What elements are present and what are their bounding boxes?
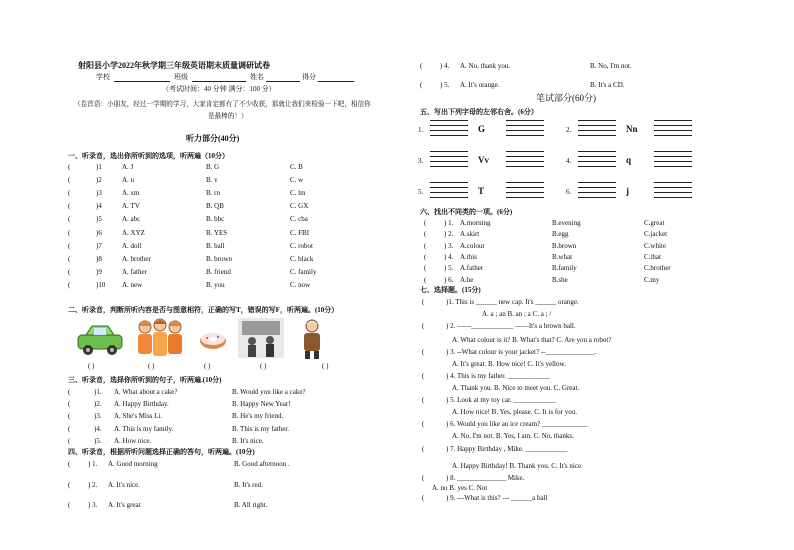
option-c[interactable]: C.great: [644, 219, 665, 227]
family-picture: [133, 318, 187, 360]
write-line-left[interactable]: [430, 135, 468, 136]
name-blank: [266, 81, 300, 82]
option-b[interactable]: B.what: [552, 252, 573, 261]
part5-heading: 五、写出下列字母的左邻右舍。(6分）: [420, 108, 538, 116]
option-a[interactable]: A. How nice.: [114, 436, 152, 445]
answer-paren-open[interactable]: (: [424, 252, 427, 261]
answer-paren-open[interactable]: (: [68, 189, 71, 198]
letter-item-number: 3.: [418, 157, 424, 165]
option-b[interactable]: B. Good afternoon .: [234, 460, 290, 468]
option-b[interactable]: B. v: [206, 176, 218, 185]
option-a[interactable]: A. Good morning: [108, 460, 158, 468]
answer-paren-open[interactable]: (: [424, 241, 427, 250]
q6-open-paren: (: [422, 420, 425, 428]
option-a[interactable]: A. doll: [122, 241, 142, 250]
answer-paren-open[interactable]: (: [68, 267, 71, 276]
answer-paren-open[interactable]: (: [68, 254, 71, 263]
write-line-right[interactable]: [506, 192, 544, 193]
q2-open-paren: (: [422, 322, 425, 330]
car-picture: [74, 323, 126, 357]
option-c[interactable]: C.jacket: [644, 230, 668, 239]
write-line-right[interactable]: [506, 151, 544, 152]
option-c[interactable]: C. family: [290, 267, 317, 276]
option-a[interactable]: A. xm: [122, 189, 140, 198]
write-line-left[interactable]: [578, 166, 616, 167]
write-line-left[interactable]: [430, 156, 468, 157]
option-a[interactable]: A. What about a cake?: [114, 388, 178, 396]
q5-open-paren: (: [422, 396, 425, 404]
option-c[interactable]: C.my: [644, 275, 660, 284]
part1-heading: 一、听录音，选出你所听到的选项，听两遍（10分）: [68, 152, 229, 160]
q3-options: A. It's great. B. How nice! C. It's yellow.: [452, 360, 566, 368]
part2-bracket-2[interactable]: ( ): [148, 362, 155, 370]
answer-paren-open[interactable]: (: [68, 176, 71, 185]
q9-stem: ) 9. ---What is this? --- ______a ball: [446, 494, 548, 502]
part2-heading: 二、听录音，判断所听内容是否与图意相符，正确的写T，错误的写F，听两遍。(10分）: [68, 306, 339, 314]
option-c[interactable]: C. now: [290, 280, 311, 289]
option-a[interactable]: A. J: [122, 163, 134, 171]
question-number: ) 6.: [444, 275, 454, 284]
question-number: )5: [96, 215, 102, 224]
option-b[interactable]: B.egg: [552, 230, 569, 239]
part2-bracket-5[interactable]: ( ): [322, 362, 329, 370]
answer-paren-open[interactable]: (: [68, 163, 71, 171]
given-letter: Vv: [478, 155, 489, 165]
given-letter: G: [478, 124, 486, 134]
answer-paren-open[interactable]: (: [68, 400, 71, 409]
option-c[interactable]: C.white: [644, 241, 666, 250]
q1-stem: )1. This is ______ new cap. It's ______ orange.: [446, 298, 579, 306]
question-number: ) 3.: [88, 501, 98, 509]
option-b[interactable]: B. QB: [206, 202, 224, 211]
option-a[interactable]: A.skirt: [460, 230, 480, 239]
question-number: ) 2.: [88, 480, 98, 489]
q8-open-paren: (: [422, 474, 425, 482]
q2-stem: ) 2. ——____________ ——It's a brown ball.: [446, 322, 576, 330]
question-number: )5.: [94, 436, 102, 445]
write-line-left[interactable]: [578, 125, 616, 126]
option-b[interactable]: B.brown: [552, 241, 577, 250]
write-line-right[interactable]: [654, 161, 692, 162]
option-b[interactable]: B.family: [552, 264, 577, 273]
answer-paren-open[interactable]: (: [68, 436, 71, 445]
answer-paren-open[interactable]: (: [68, 412, 71, 421]
part2-bracket-1[interactable]: ( ): [88, 362, 95, 370]
write-line-left[interactable]: [578, 151, 616, 152]
option-c[interactable]: C. robot: [290, 241, 313, 250]
question-number: ) 1.: [444, 219, 454, 227]
part3-heading: 三、听录音，选择你所听到的句子，听两遍.(10分): [68, 376, 222, 384]
question-number: )10: [96, 280, 106, 289]
option-a[interactable]: A. TV: [122, 202, 140, 211]
old-man-picture: [292, 318, 332, 360]
option-b[interactable]: B. YES: [206, 228, 228, 237]
write-line-right[interactable]: [654, 197, 692, 198]
write-line-right[interactable]: [506, 156, 544, 157]
write-line-right[interactable]: [506, 161, 544, 162]
question-number: ) 1.: [88, 460, 98, 468]
given-letter: q: [626, 155, 632, 165]
option-b[interactable]: B.evening: [552, 219, 581, 227]
q7-stem: ) 7. Happy Birthday , Mike. ____________: [446, 445, 568, 453]
part6-heading: 六、找出不同类的一项。(6分): [420, 208, 513, 216]
classroom-picture: [238, 318, 284, 358]
option-a[interactable]: A.father: [460, 264, 484, 273]
option-c[interactable]: C. FBI: [290, 228, 310, 237]
question-number: )1: [96, 163, 102, 171]
answer-paren-open[interactable]: (: [68, 480, 71, 489]
question-number: )4.: [94, 424, 102, 433]
write-line-left[interactable]: [578, 135, 616, 136]
option-a[interactable]: A. father: [122, 267, 147, 276]
option-b[interactable]: B. G: [206, 163, 220, 171]
option-b[interactable]: B. friend: [206, 267, 231, 276]
write-line-right[interactable]: [654, 125, 692, 126]
q6-stem: ) 6. Would you like an ice cream? _____________: [446, 420, 588, 428]
intro-line-1: （卷首语：小朋友，经过一学期的学习，大家肯定都有了不少收获，那就让我们来检验一下吧，相信你: [74, 101, 371, 108]
answer-paren-open[interactable]: (: [68, 202, 71, 211]
option-a[interactable]: A. u: [122, 176, 135, 185]
option-a[interactable]: A. abc: [122, 215, 141, 224]
info-school-label: 学校: [96, 73, 110, 81]
option-c[interactable]: C.that: [644, 252, 661, 261]
option-a[interactable]: A. No, thank you.: [460, 62, 511, 70]
option-a[interactable]: A. brother: [122, 254, 151, 263]
option-b[interactable]: B.she: [552, 275, 568, 284]
write-line-left[interactable]: [430, 182, 468, 183]
option-a[interactable]: A. It's orange.: [460, 81, 500, 89]
q1-open-paren: (: [422, 298, 425, 306]
write-line-left[interactable]: [430, 192, 468, 193]
answer-paren-open[interactable]: (: [424, 275, 427, 284]
answer-paren-open[interactable]: (: [68, 215, 71, 224]
answer-paren-open[interactable]: (: [68, 424, 71, 433]
write-line-right[interactable]: [506, 135, 544, 136]
option-b[interactable]: B. Happy New Year!: [232, 400, 291, 409]
write-line-right[interactable]: [654, 156, 692, 157]
info-score-label: 得分: [302, 73, 316, 81]
answer-paren-open[interactable]: (: [68, 501, 71, 509]
write-line-left[interactable]: [578, 156, 616, 157]
write-line-right[interactable]: [506, 182, 544, 183]
letter-item-number: 1.: [418, 126, 424, 134]
letter-item-number: 2.: [566, 126, 572, 134]
write-line-right[interactable]: [654, 120, 692, 121]
write-line-right[interactable]: [654, 192, 692, 193]
write-line-right[interactable]: [506, 197, 544, 198]
option-a[interactable]: A. new: [122, 280, 143, 289]
write-line-left[interactable]: [430, 166, 468, 167]
question-number: )2.: [94, 400, 102, 409]
q5-options: A. How nice! B. Yes, please. C. It is for you.: [452, 408, 578, 416]
write-line-right[interactable]: [506, 187, 544, 188]
question-number: )3.: [94, 412, 102, 421]
answer-paren-open[interactable]: (: [68, 280, 71, 289]
q3-stem: ) 3. --What colour is your jacket? --______________.: [446, 348, 597, 356]
option-c[interactable]: C. w: [290, 176, 304, 185]
question-number: ) 4.: [440, 62, 450, 70]
question-number: ) 5.: [440, 81, 450, 89]
q3-open-paren: (: [422, 348, 425, 356]
option-c[interactable]: C. lm: [290, 189, 306, 198]
question-number: )6: [96, 228, 102, 237]
given-letter: j: [626, 186, 629, 196]
question-number: )7: [96, 241, 102, 250]
q9-open-paren: (: [422, 494, 425, 502]
write-line-right[interactable]: [654, 151, 692, 152]
question-number: )3: [96, 189, 102, 198]
answer-paren-open[interactable]: (: [68, 241, 71, 250]
intro-line-2: 是最棒的！）: [208, 113, 248, 120]
info-class-label: 班级: [174, 73, 188, 81]
question-number: )8: [96, 254, 102, 263]
option-b[interactable]: B. It's nice.: [232, 436, 264, 445]
write-line-left[interactable]: [430, 120, 468, 121]
answer-paren-open[interactable]: (: [68, 388, 71, 396]
answer-paren-open[interactable]: (: [424, 219, 427, 227]
write-line-right[interactable]: [654, 135, 692, 136]
listening-section-title: 听力部分(40分): [186, 134, 240, 143]
q4-options: A. Thank you. B. Nice to meet you. C. Great.: [452, 384, 580, 392]
write-line-left[interactable]: [578, 182, 616, 183]
write-line-left[interactable]: [578, 192, 616, 193]
write-line-left[interactable]: [430, 130, 468, 131]
option-a[interactable]: A.he: [460, 275, 474, 284]
write-line-left[interactable]: [578, 161, 616, 162]
option-a[interactable]: A. She's Miss Li.: [114, 412, 163, 421]
option-a[interactable]: A. Happy Birthday.: [114, 400, 169, 409]
write-line-right[interactable]: [654, 166, 692, 167]
question-number: ) 3.: [444, 241, 454, 250]
given-letter: Nn: [626, 124, 638, 134]
option-b[interactable]: B. No, I'm not.: [590, 62, 632, 70]
option-b[interactable]: B. This is my father.: [232, 424, 290, 433]
letter-item-number: 4.: [566, 157, 572, 165]
write-line-left[interactable]: [430, 187, 468, 188]
option-b[interactable]: B. brown: [206, 254, 233, 263]
write-line-right[interactable]: [506, 166, 544, 167]
write-line-left[interactable]: [430, 151, 468, 152]
write-line-right[interactable]: [654, 182, 692, 183]
write-line-right[interactable]: [654, 130, 692, 131]
write-line-right[interactable]: [654, 187, 692, 188]
option-c[interactable]: C. B: [290, 163, 303, 171]
q5-stem: ) 5. Look at my toy car. ____________: [446, 396, 556, 404]
write-line-left[interactable]: [430, 197, 468, 198]
q7-options: A. Happy Birthday! B. Thank you. C. It's nice.: [452, 462, 583, 470]
q2-options: A. What colour is it? B. What's that? C. Are you a robot?: [452, 336, 612, 344]
school-blank: [114, 81, 170, 82]
option-b[interactable]: B. ball: [206, 241, 225, 250]
option-a[interactable]: A.this: [460, 252, 477, 261]
question-number: )9: [96, 267, 102, 276]
info-name-label: 姓名: [250, 73, 264, 81]
write-line-right[interactable]: [506, 125, 544, 126]
write-line-left[interactable]: [578, 120, 616, 121]
option-a[interactable]: A. This is my family.: [114, 424, 174, 433]
option-b[interactable]: B. rn: [206, 189, 220, 198]
question-number: ) 2.: [444, 230, 454, 239]
question-number: ) 5.: [444, 264, 454, 273]
exam-title: 射阳县小学2022年秋学期三年级英语期末质量调研试卷: [78, 61, 270, 70]
option-a[interactable]: A. It's great: [108, 501, 141, 509]
class-blank: [192, 81, 246, 82]
option-b[interactable]: B. All right.: [234, 501, 268, 509]
exam-time: （考试时间：40 分钟 满分：100 分）: [162, 85, 276, 93]
letter-item-number: 6.: [566, 188, 572, 196]
option-b[interactable]: B. It's a CD.: [590, 81, 625, 89]
answer-paren-open[interactable]: (: [68, 460, 71, 468]
answer-paren-open[interactable]: (: [424, 230, 427, 239]
part7-heading: 七、选择题。(15分): [420, 286, 481, 294]
q8-options: A. no B. yes C. Not: [432, 484, 488, 492]
q8-stem: ) 8. ______________ Mike.: [446, 474, 525, 482]
option-c[interactable]: C.brother: [644, 264, 671, 273]
answer-paren-open[interactable]: (: [424, 264, 427, 273]
question-number: )2: [96, 176, 102, 185]
option-a[interactable]: A. XYZ: [122, 228, 145, 237]
option-c[interactable]: C. GX: [290, 202, 309, 211]
write-line-left[interactable]: [430, 125, 468, 126]
option-b[interactable]: B. bbc: [206, 215, 225, 224]
score-blank: [318, 81, 354, 82]
option-a[interactable]: A.morning: [460, 219, 491, 227]
question-number: )4: [96, 202, 102, 211]
part4-heading: 四、听录音，根据所听问题选择正确的答句，听两遍。(10分): [68, 448, 255, 456]
answer-paren-open[interactable]: (: [420, 81, 423, 89]
part2-bracket-3[interactable]: ( ): [204, 362, 211, 370]
option-b[interactable]: B. Would you like a cake?: [232, 388, 306, 396]
question-number: ) 4.: [444, 252, 454, 261]
question-number: )1.: [94, 388, 102, 396]
q6-options: A. No, I'm not. B. Yes, I am. C. No, thanks.: [452, 432, 574, 440]
write-line-right[interactable]: [506, 120, 544, 121]
written-section-title: 笔试部分(60分): [536, 93, 596, 103]
option-c[interactable]: C. black: [290, 254, 314, 263]
write-line-left[interactable]: [430, 161, 468, 162]
q7-open-paren: (: [422, 445, 425, 453]
write-line-right[interactable]: [506, 130, 544, 131]
q1-options: A. a ; an B. an ; a C. a ; /: [482, 310, 552, 318]
option-a[interactable]: A.colour: [460, 241, 485, 250]
given-letter: T: [478, 186, 485, 196]
answer-paren-open[interactable]: (: [420, 62, 423, 70]
q4-stem: ) 4. This is my father. ____________: [446, 372, 550, 380]
letter-item-number: 5.: [418, 188, 424, 196]
donut-picture: [198, 330, 228, 350]
q4-open-paren: (: [422, 372, 425, 380]
part2-bracket-4[interactable]: ( ): [260, 362, 267, 370]
option-b[interactable]: B. He's my friend.: [232, 412, 284, 421]
option-c[interactable]: C. cba: [290, 215, 308, 224]
write-line-left[interactable]: [578, 187, 616, 188]
option-b[interactable]: B. you: [206, 280, 225, 289]
option-b[interactable]: B. It's red.: [234, 480, 263, 489]
write-line-left[interactable]: [578, 130, 616, 131]
answer-paren-open[interactable]: (: [68, 228, 71, 237]
write-line-left[interactable]: [578, 197, 616, 198]
option-a[interactable]: A. It's nice.: [108, 480, 140, 489]
